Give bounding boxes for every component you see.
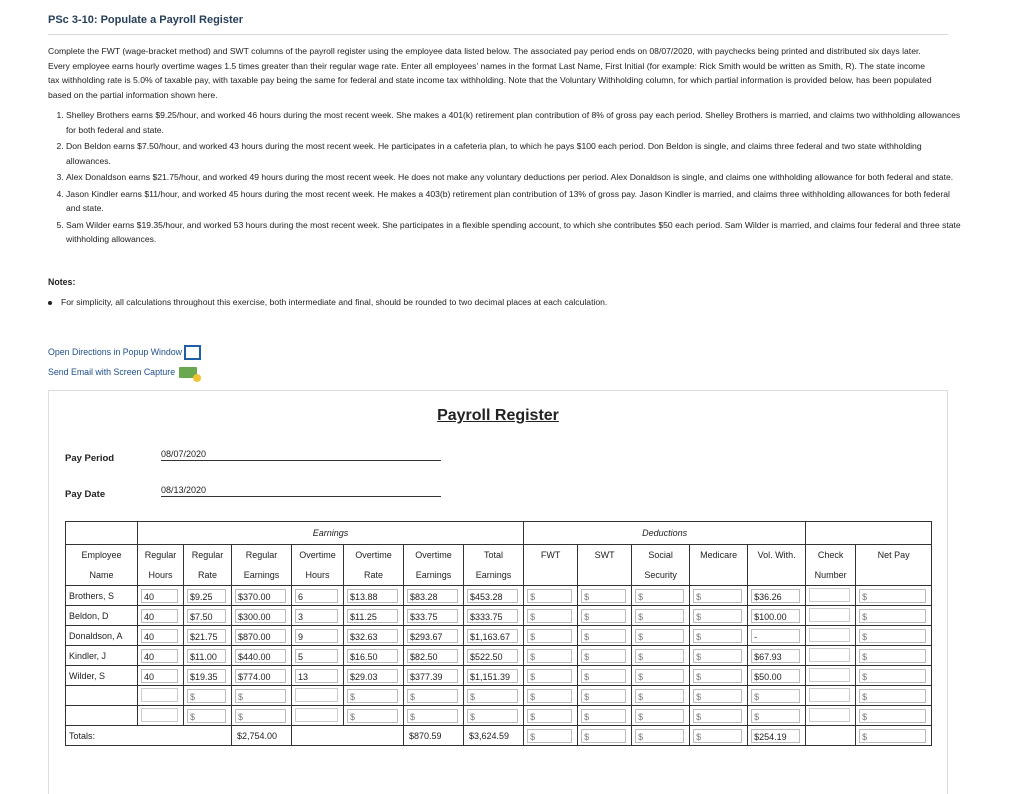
regular-rate-header-sub: Rate — [184, 565, 232, 586]
notes-heading: Notes: — [48, 277, 76, 287]
regular-hours-input[interactable] — [141, 708, 178, 722]
medicare-input[interactable]: $ — [693, 649, 742, 663]
overtime-rate-cell: $11.25 — [347, 609, 398, 623]
employee-name-cell: Beldon, D — [69, 610, 109, 621]
vol-with-header-sub — [748, 565, 806, 586]
regular-hours-cell: 40 — [141, 589, 178, 603]
bullet-icon — [48, 301, 52, 305]
regular-earnings-header: Regular — [232, 545, 292, 566]
medicare-input[interactable]: $ — [693, 669, 742, 683]
send-email-label[interactable]: Send Email with Screen Capture — [48, 367, 176, 377]
net-pay-input[interactable]: $ — [859, 669, 926, 683]
payroll-register-panel — [48, 390, 948, 794]
table-row — [66, 706, 932, 726]
regular-earnings-cell: $370.00 — [235, 589, 286, 603]
total-medicare-input[interactable]: $ — [693, 729, 742, 743]
swt-input[interactable]: $ — [581, 689, 626, 703]
fwt-input[interactable]: $ — [527, 669, 572, 683]
regular-earnings-cell: $440.00 — [235, 649, 286, 663]
page-title: PSc 3-10: Populate a Payroll Register — [48, 14, 244, 26]
divider — [48, 34, 948, 35]
social-security-input[interactable]: $ — [635, 669, 684, 683]
employee-name-cell: Kindler, J — [69, 650, 107, 661]
employee-name-header-sub: Name — [66, 565, 138, 586]
pay-period-label: Pay Period — [65, 453, 115, 464]
social-security-input[interactable]: $ — [635, 649, 684, 663]
employee-item: 3. Alex Donaldson earns $21.75/hour, and worked 49 hours during the most recent week. He does not make any voluntary deductions per period. Alex Donaldson is single, and claims one withholding allowance for both federal and state. — [66, 170, 966, 185]
swt-header-sub — [578, 565, 632, 586]
overtime-earnings-cell: $83.28 — [407, 589, 458, 603]
overtime-rate-cell: $16.50 — [347, 649, 398, 663]
earnings-group-header: Earnings — [138, 522, 524, 545]
swt-input[interactable]: $ — [581, 649, 626, 663]
total-earnings-cell: $333.75 — [467, 609, 518, 623]
employee-item: 5. Sam Wilder earns $19.35/hour, and worked 53 hours during the most recent week. She participates in a flexible spending account, to which she contributes $50 each period. Sam Wilder is married, and claims four federal and three state withholding allowances. — [66, 218, 966, 247]
table-row — [66, 646, 932, 666]
overtime-earnings-input[interactable]: $ — [407, 689, 458, 703]
overtime-rate-header-sub: Rate — [344, 565, 404, 586]
fwt-input[interactable]: $ — [527, 609, 572, 623]
fwt-input[interactable]: $ — [527, 589, 572, 603]
regular-earnings-header-sub: Earnings — [232, 565, 292, 586]
vol-with-cell: - — [751, 629, 800, 643]
open-popup-link[interactable] — [48, 345, 201, 360]
pay-period-value: 08/07/2020 — [161, 449, 441, 461]
net-pay-input[interactable]: $ — [859, 609, 926, 623]
total-ss-input[interactable]: $ — [635, 729, 684, 743]
fwt-input[interactable]: $ — [527, 689, 572, 703]
overtime-rate-input[interactable]: $ — [347, 689, 398, 703]
total-vol-with: $254.19 — [751, 729, 800, 743]
overtime-hours-header: Overtime — [292, 545, 344, 566]
pay-date-label: Pay Date — [65, 489, 106, 500]
table-row — [66, 626, 932, 646]
vol-with-cell: $36.26 — [751, 589, 800, 603]
swt-input[interactable]: $ — [581, 609, 626, 623]
social-security-header-sub: Security — [632, 565, 690, 586]
fwt-input[interactable]: $ — [527, 649, 572, 663]
net-pay-input[interactable]: $ — [859, 709, 926, 723]
total-earnings: $3,624.59 — [469, 730, 510, 741]
overtime-hours-cell: 6 — [295, 589, 338, 603]
regular-hours-cell: 40 — [141, 669, 178, 683]
check-number-input[interactable] — [809, 688, 850, 702]
vol-with-cell: $100.00 — [751, 609, 800, 623]
employee-name-cell: Donaldson, A — [69, 630, 123, 641]
table-row — [66, 686, 932, 706]
overtime-earnings-cell: $293.67 — [407, 629, 458, 643]
employee-name-header: Employee — [66, 545, 138, 566]
net-pay-header: Net Pay — [856, 545, 932, 566]
net-pay-header-sub — [856, 565, 932, 586]
medicare-input[interactable]: $ — [693, 629, 742, 643]
table-row — [66, 666, 932, 686]
header-row-1 — [66, 545, 932, 566]
external-window-icon[interactable] — [184, 345, 201, 360]
regular-hours-input[interactable] — [141, 688, 178, 702]
fwt-header-sub — [524, 565, 578, 586]
social-security-input[interactable]: $ — [635, 689, 684, 703]
vol-with-input[interactable]: $ — [751, 689, 800, 703]
total-regular-earnings: $2,754.00 — [237, 730, 278, 741]
total-earnings-header-sub: Earnings — [464, 565, 524, 586]
swt-header: SWT — [578, 545, 632, 566]
overtime-hours-cell: 5 — [295, 649, 338, 663]
table-row — [66, 606, 932, 626]
fwt-header: FWT — [524, 545, 578, 566]
overtime-earnings-header-sub: Earnings — [404, 565, 464, 586]
medicare-input[interactable]: $ — [693, 689, 742, 703]
check-number-input[interactable] — [809, 708, 850, 722]
regular-rate-input[interactable]: $ — [187, 709, 226, 723]
fwt-input[interactable]: $ — [527, 709, 572, 723]
overtime-rate-cell: $32.63 — [347, 629, 398, 643]
social-security-input[interactable]: $ — [635, 609, 684, 623]
notes-item — [48, 297, 607, 307]
regular-earnings-cell: $774.00 — [235, 669, 286, 683]
header-row-2 — [66, 565, 932, 586]
overtime-rate-cell: $29.03 — [347, 669, 398, 683]
check-number-input[interactable] — [809, 588, 850, 602]
overtime-hours-input[interactable] — [295, 708, 338, 722]
employee-item: 4. Jason Kindler earns $11/hour, and worked 45 hours during the most recent week. He makes a 403(b) retirement plan contribution of 13% of gross pay. Jason Kindler is married, and claims three withholding allowances for both federal and state. — [66, 187, 966, 216]
regular-hours-cell: 40 — [141, 649, 178, 663]
regular-hours-header: Regular — [138, 545, 184, 566]
totals-label: Totals: — [66, 726, 232, 746]
regular-hours-header-sub: Hours — [138, 565, 184, 586]
vol-with-header: Vol. With. — [748, 545, 806, 566]
total-net-pay-input[interactable]: $ — [859, 729, 926, 743]
overtime-rate-header: Overtime — [344, 545, 404, 566]
employee-name-cell: Wilder, S — [69, 670, 106, 681]
overtime-hours-cell: 9 — [295, 629, 338, 643]
regular-rate-cell: $21.75 — [187, 629, 226, 643]
notes-text: For simplicity, all calculations throughout this exercise, both intermediate and final, should be rounded to two decimal places at each calculation. — [61, 297, 608, 307]
vol-with-input[interactable]: $ — [751, 709, 800, 723]
medicare-header-sub — [690, 565, 748, 586]
regular-rate-cell: $19.35 — [187, 669, 226, 683]
total-swt-input[interactable]: $ — [581, 729, 626, 743]
overtime-hours-cell: 3 — [295, 609, 338, 623]
total-earnings-cell: $1,163.67 — [467, 629, 518, 643]
regular-earnings-cell: $300.00 — [235, 609, 286, 623]
total-earnings-input[interactable]: $ — [467, 689, 518, 703]
regular-hours-cell: 40 — [141, 609, 178, 623]
check-number-input[interactable] — [809, 668, 850, 682]
payroll-table — [65, 521, 932, 746]
overtime-earnings-header: Overtime — [404, 545, 464, 566]
check-number-header: Check — [806, 545, 856, 566]
medicare-input[interactable]: $ — [693, 589, 742, 603]
employee-item: 2. Don Beldon earns $7.50/hour, and worked 43 hours during the most recent week. He participates in a cafeteria plan, to which he pays $100 each period. Don Beldon is single, and claims three federal and two state withholding allowances. — [66, 139, 966, 168]
swt-input[interactable]: $ — [581, 669, 626, 683]
vol-with-cell: $50.00 — [751, 669, 800, 683]
social-security-input[interactable]: $ — [635, 629, 684, 643]
regular-earnings-input[interactable]: $ — [235, 689, 286, 703]
regular-rate-cell: $9.25 — [187, 589, 226, 603]
email-icon[interactable] — [179, 367, 197, 378]
employee-name-cell: Brothers, S — [69, 590, 115, 601]
employee-list — [48, 108, 966, 249]
medicare-input[interactable]: $ — [693, 609, 742, 623]
overtime-rate-input[interactable]: $ — [347, 709, 398, 723]
swt-input[interactable]: $ — [581, 589, 626, 603]
net-pay-input[interactable]: $ — [859, 589, 926, 603]
swt-input[interactable]: $ — [581, 629, 626, 643]
total-fwt-input[interactable]: $ — [527, 729, 572, 743]
regular-rate-header: Regular — [184, 545, 232, 566]
regular-earnings-input[interactable]: $ — [235, 709, 286, 723]
overtime-hours-header-sub: Hours — [292, 565, 344, 586]
total-overtime-earnings: $870.59 — [409, 730, 442, 741]
social-security-header: Social — [632, 545, 690, 566]
totals-row — [66, 726, 932, 746]
overtime-hours-input[interactable] — [295, 688, 338, 702]
net-pay-input[interactable]: $ — [859, 649, 926, 663]
regular-earnings-cell: $870.00 — [235, 629, 286, 643]
table-row — [66, 586, 932, 606]
register-title: Payroll Register — [437, 407, 559, 424]
regular-rate-input[interactable]: $ — [187, 689, 226, 703]
medicare-input[interactable]: $ — [693, 709, 742, 723]
group-header-row — [66, 522, 932, 545]
overtime-earnings-input[interactable]: $ — [407, 709, 458, 723]
overtime-rate-cell: $13.88 — [347, 589, 398, 603]
total-earnings-input[interactable]: $ — [467, 709, 518, 723]
employee-item: 1. Shelley Brothers earns $9.25/hour, and worked 46 hours during the most recent week. She makes a 401(k) retirement plan contribution of 8% of gross pay each period. Shelley Brothers is married, and claims two withholding allowances for both federal and state. — [66, 108, 966, 137]
check-number-header-sub: Number — [806, 565, 856, 586]
regular-rate-cell: $7.50 — [187, 609, 226, 623]
social-security-input[interactable]: $ — [635, 709, 684, 723]
net-pay-input[interactable]: $ — [859, 689, 926, 703]
overtime-earnings-cell: $377.39 — [407, 669, 458, 683]
deductions-group-header: Deductions — [524, 522, 806, 545]
check-number-input[interactable] — [809, 628, 850, 642]
total-earnings-cell: $1,151.39 — [467, 669, 518, 683]
total-earnings-header: Total — [464, 545, 524, 566]
instructions-text: Complete the FWT (wage-bracket method) and SWT columns of the payroll register using the employee data listed below. The associated pay period ends on 08/07/2020, with paychecks being printed and distributed six days later. Every employee earns hourly overtime wages 1.5 times greater than their regular wage rate. Enter all employees' names in the format Last Name, First Initial (for example: Rick Smith would be written as Smith, R). The state income tax withholding rate is 5.0% of taxable pay, with taxable pay being the same for federal and state income tax withholding. Note that the Voluntary Withholding column, for which partial information is provided below, has been populated based on the partial information shown here. — [48, 46, 932, 100]
check-number-input[interactable] — [809, 648, 850, 662]
check-number-input[interactable] — [809, 608, 850, 622]
medicare-header: Medicare — [690, 545, 748, 566]
overtime-earnings-cell: $82.50 — [407, 649, 458, 663]
regular-rate-cell: $11.00 — [187, 649, 226, 663]
total-earnings-cell: $522.50 — [467, 649, 518, 663]
vol-with-cell: $67.93 — [751, 649, 800, 663]
open-popup-label[interactable]: Open Directions in Popup Window — [48, 346, 182, 357]
social-security-input[interactable]: $ — [635, 589, 684, 603]
fwt-input[interactable]: $ — [527, 629, 572, 643]
regular-hours-cell: 40 — [141, 629, 178, 643]
overtime-hours-cell: 13 — [295, 669, 338, 683]
pay-date-value: 08/13/2020 — [161, 485, 441, 497]
send-email-link[interactable] — [48, 367, 197, 378]
net-pay-input[interactable]: $ — [859, 629, 926, 643]
overtime-earnings-cell: $33.75 — [407, 609, 458, 623]
total-earnings-cell: $453.28 — [467, 589, 518, 603]
swt-input[interactable]: $ — [581, 709, 626, 723]
